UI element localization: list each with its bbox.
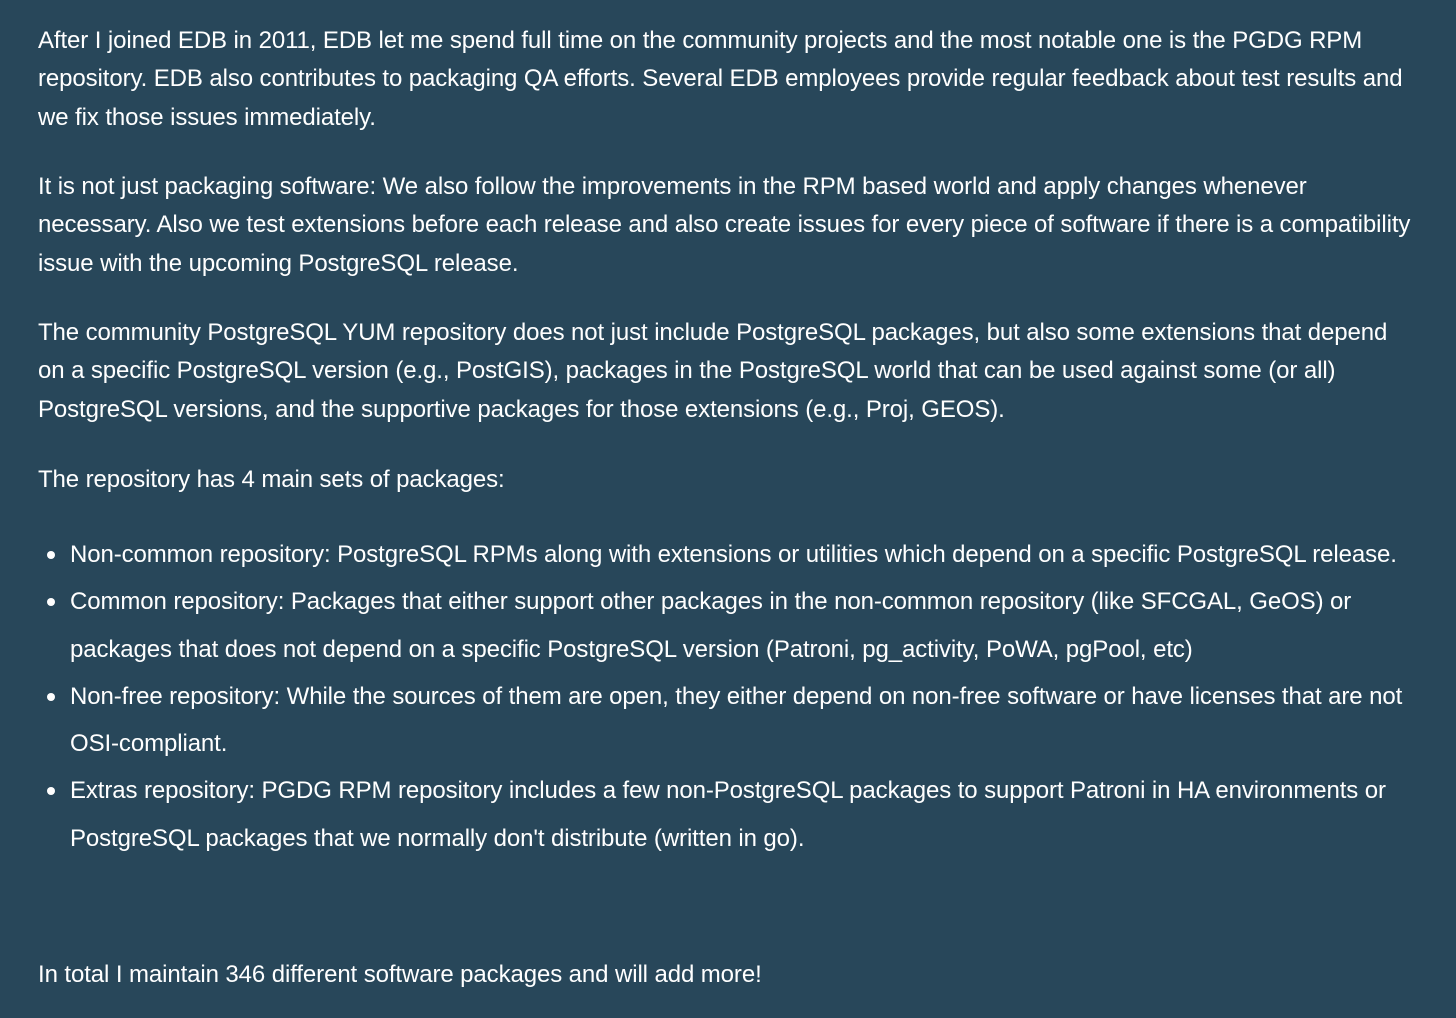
list-item: [38, 531, 1418, 578]
paragraph-packaging: It is not just packaging software: We also follow the improvements in the RPM based world and apply changes whenever necessary. Also we test extensions before each release and also create issues for every piece of software if there is a compatibility issue with the upcoming PostgreSQL release.: [38, 173, 1411, 277]
paragraph-yum-repository: The community PostgreSQL YUM repository does not just include PostgreSQL packages, but also some extensions that depend on a specific PostgreSQL version (e.g., PostGIS), packages in the PostgreSQL world that can be used against some (or all) PostgreSQL versions, and the supportive packages for those extensions (e.g., Proj, GEOS).: [38, 319, 1388, 423]
bullet-icon: [47, 551, 55, 559]
list-item-text: Extras repository: PGDG RPM repository includes a few non-PostgreSQL packages to support Patroni in HA environments or PostgreSQL packages that we normally don't distribute (written in go).: [70, 777, 1386, 852]
bullet-icon: [47, 598, 55, 606]
list-item: [38, 578, 1418, 673]
paragraph-package-sets-intro: The repository has 4 main sets of packages:: [38, 466, 505, 493]
paragraph-edb-history: After I joined EDB in 2011, EDB let me spend full time on the community projects and the most notable one is the PGDG RPM repository. EDB also contributes to packaging QA efforts. Several EDB employees provide regular feedback about test results and we fix those issues immediately.: [38, 27, 1403, 131]
list-item-text: Non-common repository: PostgreSQL RPMs along with extensions or utilities which depend on a specific PostgreSQL release.: [70, 541, 1397, 568]
bullet-icon: [47, 787, 55, 795]
list-item: [38, 767, 1418, 862]
package-sets-list: [38, 531, 1418, 862]
paragraph-total-packages: In total I maintain 346 different software packages and will add more!: [38, 961, 762, 988]
bullet-icon: [47, 693, 55, 701]
list-item: [38, 673, 1418, 768]
list-item-text: Common repository: Packages that either support other packages in the non-common repository (like SFCGAL, GeOS) or packages that does not depend on a specific PostgreSQL version (Patroni, pg_activity, PoWA, pgPool, etc): [70, 588, 1352, 663]
list-item-text: Non-free repository: While the sources of them are open, they either depend on non-free software or have licenses that are not OSI-compliant.: [70, 682, 1403, 758]
